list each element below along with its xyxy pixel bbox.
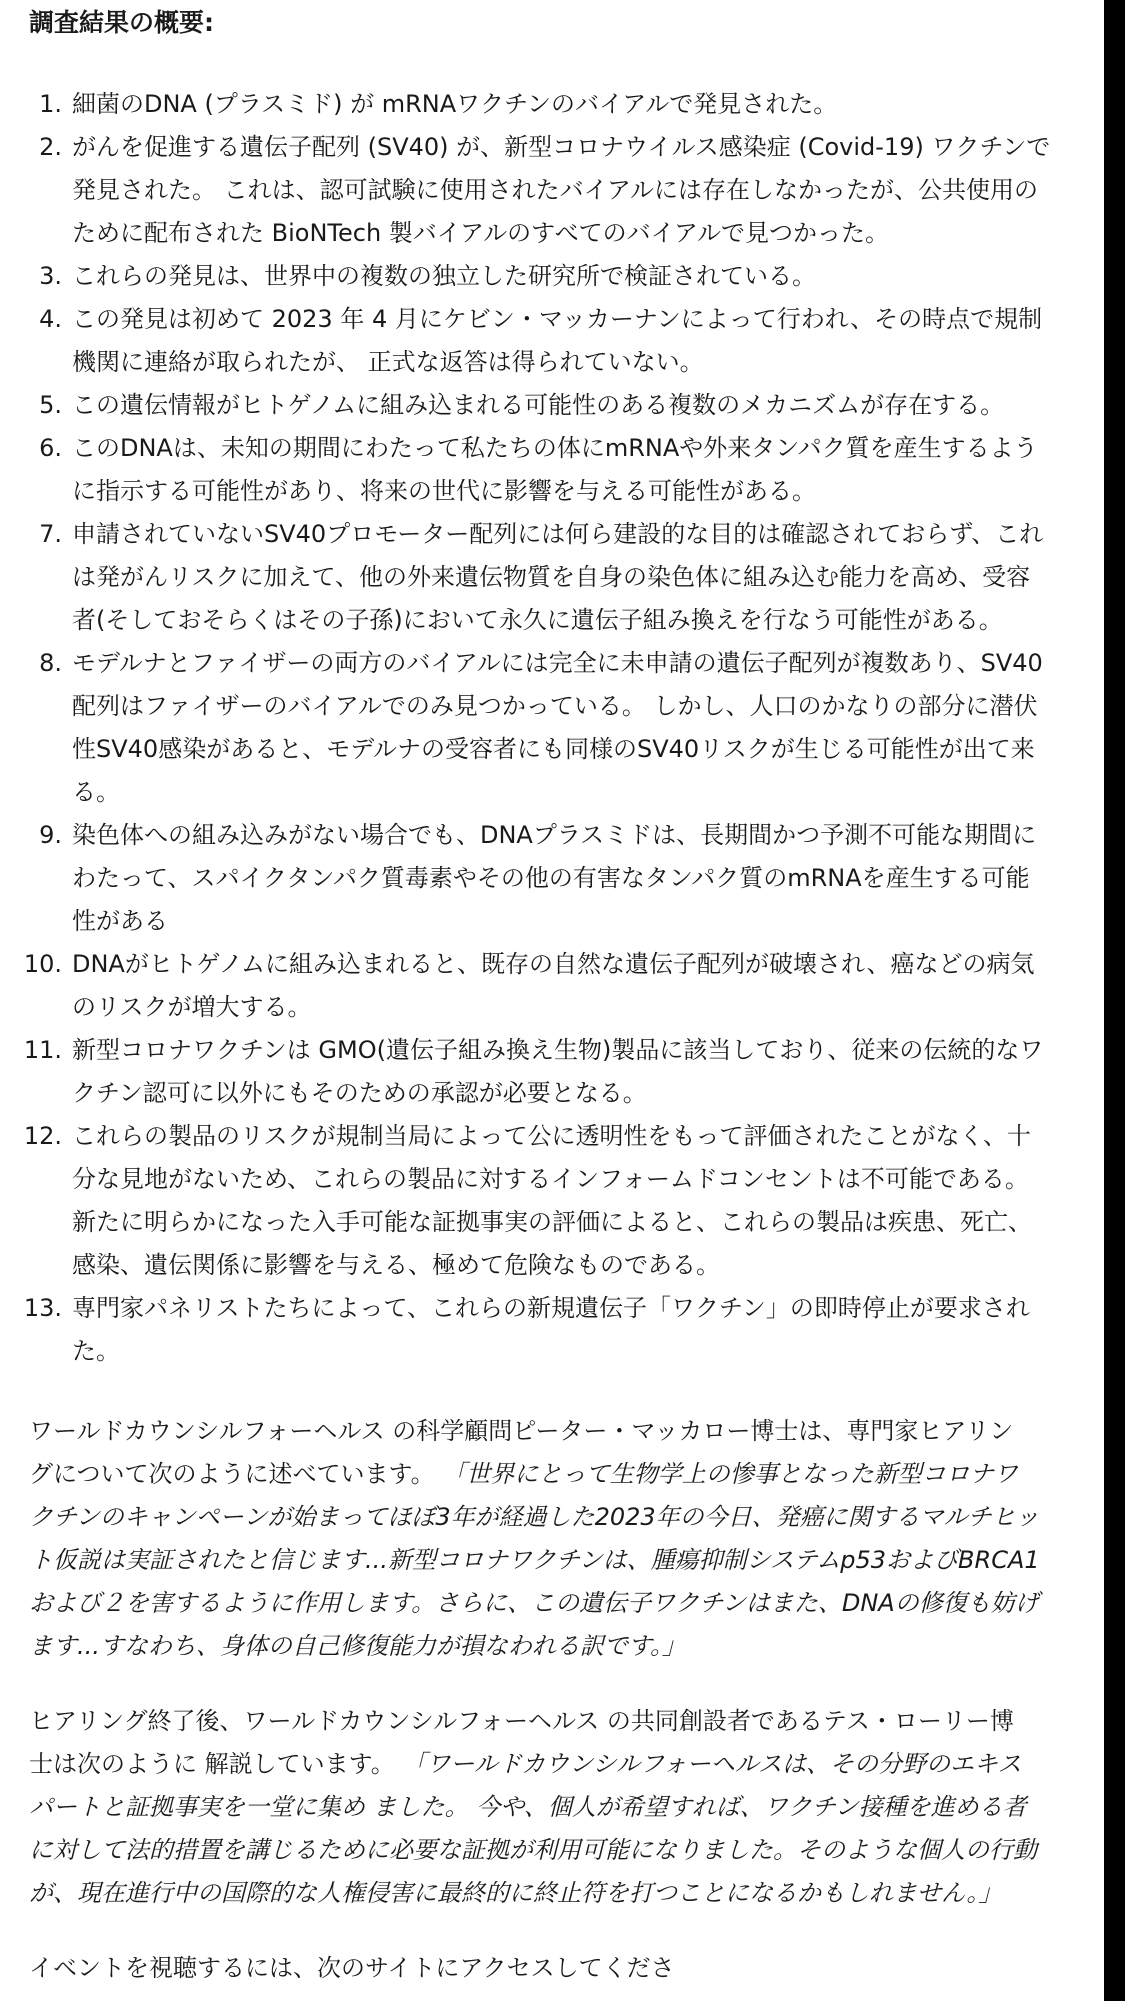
paragraph-text: 士は次のように 解説しています。 xyxy=(29,1750,403,1778)
paragraph-text: グについて次のように述べています。 xyxy=(29,1460,443,1488)
finding-line: ために配布された BioNTech 製バイアルのすべてのバイアルで見つかった。 xyxy=(72,219,889,247)
findings-list xyxy=(0,83,1104,1373)
finding-item xyxy=(0,642,1104,814)
finding-line: この遺伝情報がヒトゲノムに組み込まれる可能性のある複数のメカニズムが存在する。 xyxy=(72,391,1005,419)
finding-line: は発がんリスクに加えて、他の外来遺伝物質を自身の染色体に組み込む能力を高め、受容 xyxy=(72,563,1031,591)
quote-text: 「世界にとって生物学上の惨事となった新型コロナワ xyxy=(442,1460,1018,1488)
finding-line: た。 xyxy=(72,1337,120,1365)
finding-line: モデルナとファイザーの両方のバイアルには完全に未申請の遺伝子配列が複数あり、SV40 xyxy=(72,649,1043,677)
finding-item xyxy=(0,83,1104,126)
finding-line: この発見は初めて 2023 年 4 月にケビン・マッカーナンによって行われ、その時点で規制 xyxy=(72,305,1043,333)
finding-line: のリスクが増大する。 xyxy=(72,993,312,1021)
finding-number: 6. xyxy=(39,434,62,462)
finding-line: 感染、遺伝関係に影響を与える、極めて危険なものである。 xyxy=(72,1251,720,1279)
finding-line: 申請されていないSV40プロモーター配列には何ら建設的な目的は確認されておらず、これ xyxy=(72,520,1044,548)
finding-number: 8. xyxy=(39,649,62,677)
quote-line: クチンのキャンペーンが始まってほぼ3年が経過した2023年の今日、発癌に関するマルチヒッ xyxy=(29,1503,1039,1531)
finding-number: 1. xyxy=(39,90,62,118)
finding-number: 7. xyxy=(39,520,62,548)
finding-number: 9. xyxy=(39,821,62,849)
finding-number: 4. xyxy=(39,305,62,333)
paragraph-line: ヒアリング終了後、ワールドカウンシルフォーヘルス の共同創設者であるテス・ローリー博 xyxy=(29,1707,1014,1735)
finding-number: 5. xyxy=(39,391,62,419)
paragraph-line xyxy=(29,1743,1037,1786)
finding-line: このDNAは、未知の期間にわたって私たちの体にmRNAや外来タンパク質を産生するよう xyxy=(72,434,1038,462)
finding-line: 配列はファイザーのバイアルでのみ見つかっている。 しかし、人口のかなりの部分に潜伏 xyxy=(72,692,1038,720)
finding-line: 者(そしておそらくはその子孫)において永久に遺伝子組み換えを行なう可能性がある。 xyxy=(72,606,1003,634)
finding-line: 性がある xyxy=(72,907,168,935)
finding-number: 3. xyxy=(39,262,62,290)
paragraph-line: ワールドカウンシルフォーヘルス の科学顧問ピーター・マッカロー博士は、専門家ヒアリン xyxy=(29,1417,1014,1445)
finding-item xyxy=(0,1029,1104,1115)
finding-line: 性SV40感染があると、モデルナの受容者にも同様のSV40リスクが生じる可能性が出て来 xyxy=(72,735,1035,763)
quote-line: ます...すなわち、身体の自己修復能力が損なわれる訳です。」 xyxy=(29,1632,686,1660)
finding-number: 13. xyxy=(23,1294,62,1322)
finding-item xyxy=(0,126,1104,255)
finding-line: 分な見地がないため、これらの製品に対するインフォームドコンセントは不可能である。 xyxy=(72,1165,1029,1193)
quote-line: ト仮説は実証されたと信じます...新型コロナワクチンは、腫瘍抑制システムp53およびBRCA1 xyxy=(29,1546,1040,1574)
finding-number: 11. xyxy=(23,1036,62,1064)
finding-line: に指示する可能性があり、将来の世代に影響を与える可能性がある。 xyxy=(72,477,816,505)
finding-line: 機関に連絡が取られたが、 正式な返答は得られていない。 xyxy=(72,348,704,376)
finding-item xyxy=(0,1287,1104,1373)
finding-line: がんを促進する遺伝子配列 (SV40) が、新型コロナウイルス感染症 (Covid-19) ワクチンで xyxy=(72,133,1051,161)
finding-line: これらの発見は、世界中の複数の独立した研究所で検証されている。 xyxy=(72,262,816,290)
visit-paragraph: イベントを視聴するには、次のサイトにアクセスしてくださ xyxy=(29,1954,675,1982)
lawrie-paragraph xyxy=(29,1700,1037,1915)
finding-item xyxy=(0,943,1104,1029)
finding-line: 新たに明らかになった入手可能な証拠事実の評価によると、これらの製品は疾患、死亡、 xyxy=(72,1208,1032,1236)
finding-item xyxy=(0,1115,1104,1287)
finding-line: 発見された。 これは、認可試験に使用されたバイアルには存在しなかったが、公共使用の xyxy=(72,176,1038,204)
finding-line: これらの製品のリスクが規制当局によって公に透明性をもって評価されたことがなく、十 xyxy=(72,1122,1032,1150)
finding-line: わたって、スパイクタンパク質毒素やその他の有害なタンパク質のmRNAを産生する可能 xyxy=(72,864,1030,892)
summary-heading: 調査結果の概要: xyxy=(29,8,214,37)
quote-line: および２を害するように作用します。さらに、この遺伝子ワクチンはまた、DNAの修復も妨げ xyxy=(29,1589,1039,1617)
finding-item xyxy=(0,513,1104,642)
quote-line: パートと証拠事実を一堂に集め ました。 今や、個人が希望すれば、ワクチン接種を進める者 xyxy=(29,1793,1027,1821)
finding-item xyxy=(0,384,1104,427)
paragraph-line xyxy=(29,1453,1040,1496)
finding-number: 2. xyxy=(39,133,62,161)
finding-number: 10. xyxy=(23,950,62,978)
mccullough-paragraph xyxy=(29,1410,1040,1668)
finding-item xyxy=(0,255,1104,298)
finding-line: 専門家パネリストたちによって、これらの新規遺伝子「ワクチン」の即時停止が要求され xyxy=(72,1294,1030,1322)
finding-line: 新型コロナワクチンは GMO(遺伝子組み換え生物)製品に該当しており、従来の伝統的なワ xyxy=(72,1036,1044,1064)
finding-item xyxy=(0,814,1104,943)
finding-line: 細菌のDNA (プラスミド) が mRNAワクチンのバイアルで発見された。 xyxy=(72,90,838,118)
right-edge-bar xyxy=(1104,0,1125,2001)
finding-line: 染色体への組み込みがない場合でも、DNAプラスミドは、長期間かつ予測不可能な期間に xyxy=(72,821,1037,849)
finding-line: DNAがヒトゲノムに組み込まれると、既存の自然な遺伝子配列が破壊され、癌などの病気 xyxy=(72,950,1035,978)
quote-line: に対して法的措置を講じるために必要な証拠が利用可能になりました。そのような個人の行動 xyxy=(29,1836,1037,1864)
finding-item xyxy=(0,427,1104,513)
quote-line: が、現在進行中の国際的な人権侵害に最終的に終止符を打つことになるかもしれません。」 xyxy=(29,1879,1003,1907)
finding-item xyxy=(0,298,1104,384)
finding-line: クチン認可に以外にもそのための承認が必要となる。 xyxy=(72,1079,647,1107)
finding-number: 12. xyxy=(23,1122,62,1150)
quote-text: 「ワールドカウンシルフォーヘルスは、その分野のエキス xyxy=(402,1750,1022,1778)
finding-line: る。 xyxy=(72,778,120,806)
